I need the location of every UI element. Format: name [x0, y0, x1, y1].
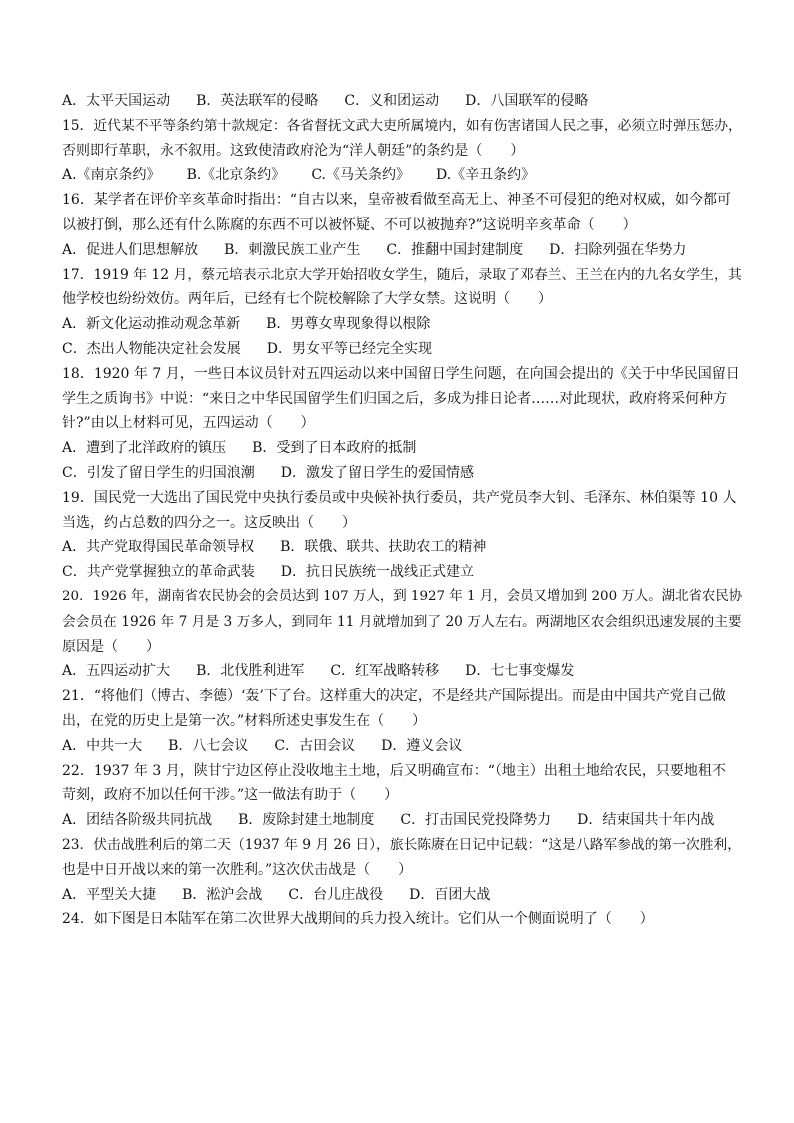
exam-page — [62, 89, 742, 932]
answer-option: D．结束国共十年内战 — [577, 812, 715, 829]
question-text-line: 他学校也纷纷效仿。两年后，已经有七个院校解除了大学女禁。这说明（ ） — [62, 291, 552, 308]
answer-option: D．抗日民族统一战线正式建立 — [280, 564, 474, 581]
question-text-line: 21．“将他们（博古、李德）‘轰’下了台。这样重大的决定，不是经共产国际提出。而是由中国共产党自己做 — [62, 688, 726, 705]
answer-option: D．扫除列强在华势力 — [549, 241, 687, 258]
question-text-line: 也是中日开战以来的第一次胜利。”这次伏击战是（ ） — [62, 861, 413, 878]
answer-options-row — [62, 883, 742, 908]
answer-options-row — [62, 238, 742, 263]
answer-option: D．八国联军的侵略 — [465, 93, 589, 109]
answer-option: C．古田会议 — [274, 737, 356, 754]
question-text-line: 19．国民党一大选出了国民党中央执行委员或中央候补执行委员，共产党员李大钊、毛泽东、林伯渠等 10 人 — [62, 489, 737, 506]
answer-option: D．百团大战 — [409, 886, 491, 903]
question-text-line: 22．1937 年 3 月，陕甘宁边区停止没收地主土地，后又明确宣布：“（地主）出租土地给农民，只要地租不 — [62, 762, 726, 779]
question-text-line: 24．如下图是日本陆军在第二次世界大战期间的兵力投入统计。它们从一个侧面说明了（ ） — [62, 911, 654, 928]
answer-options-row — [62, 163, 742, 188]
question-text-line: 23．伏击战胜利后的第二天（1937 年 9 月 26 日），旅长陈赓在日记中记载：“这是八路军参战的第一次胜利， — [62, 836, 742, 853]
answer-option: A．五四运动扩大 — [62, 663, 171, 680]
answer-option: C．推翻中国封建制度 — [386, 241, 524, 258]
question-text-line: 当选，约占总数的四分之一。这反映出（ ） — [62, 514, 356, 531]
answer-option: B．联俄、联共、扶助农工的精神 — [280, 539, 487, 556]
answer-options-row — [62, 659, 742, 684]
question-text-line: 原因是（ ） — [62, 638, 160, 655]
answer-option: C．台儿庄战役 — [288, 886, 384, 903]
answer-option: C．义和团运动 — [344, 93, 440, 109]
answer-options-row — [62, 734, 742, 759]
answer-option: A．太平天国运动 — [62, 93, 171, 109]
answer-option: A．平型关大捷 — [62, 886, 157, 903]
question-text-line: 苛刻，政府不加以任何干涉。”这一做法有助于（ ） — [62, 787, 399, 804]
answer-options-row — [62, 808, 742, 833]
answer-option: A．团结各阶级共同抗战 — [62, 812, 213, 829]
question-text-line: 16．某学者在评价辛亥革命时指出：“自古以来，皇帝被看做至高无上、神圣不可侵犯的绝对权威，如今都可 — [62, 192, 731, 209]
question-text-line: 20．1926 年，湖南省农民协会的会员达到 107 万人，到 1927 年 1 月，会员又增加到 200 万人。湖北省农民协 — [62, 588, 743, 604]
answer-option: C．杰出人物能决定社会发展 — [62, 340, 241, 357]
answer-option: B．男尊女卑现象得以根除 — [266, 316, 431, 333]
question-text-line: 否则即行革职，永不叙用。这致使清政府沦为“洋人朝廷”的条约是（ ） — [62, 142, 525, 159]
question-text-line: 18．1920 年 7 月，一些日本议员针对五四运动以来中国留日学生问题，在向国会提出的《关于中华民国留日 — [62, 365, 740, 382]
question-text-line: 出，在党的历史上是第一次。”材料所述史事发生在（ ） — [62, 712, 427, 729]
question-text-line: 15．近代某不平等条约第十款规定：各省督抚文武大吏所属境内，如有伤害诸国人民之事，必须立时弹压惩办， — [62, 117, 742, 134]
answer-options-row — [62, 461, 742, 486]
answer-option: B．北伐胜利进军 — [196, 663, 305, 680]
answer-option: A．新文化运动推动观念革新 — [62, 316, 241, 333]
answer-options-row — [62, 560, 742, 585]
question-text-line: 针?”由以上材料可见，五四运动（ ） — [62, 415, 315, 432]
answer-option: C．打击国民党投降势力 — [400, 812, 552, 829]
answer-option: B．废除封建土地制度 — [238, 812, 375, 829]
answer-option: B．八七会议 — [168, 737, 249, 754]
answer-options-row — [62, 535, 742, 560]
answer-option: B．刺激民族工业产生 — [224, 241, 361, 258]
answer-option: D．男女平等已经完全实现 — [266, 340, 432, 357]
answer-option: A．遭到了北洋政府的镇压 — [62, 440, 227, 457]
answer-option: A.《南京条约》 — [62, 167, 161, 184]
question-text-line: 以被打倒，那么还有什么陈腐的东西不可以被怀疑、不可以被抛弃?”这说明辛亥革命（ ） — [62, 216, 637, 233]
answer-options-row — [62, 89, 742, 114]
answer-option: C．共产党掌握独立的革命武装 — [62, 564, 255, 581]
answer-option: A．中共一大 — [62, 737, 143, 754]
answer-option: B．受到了日本政府的抵制 — [252, 440, 417, 457]
answer-option: A．共产党取得国民革命领导权 — [62, 539, 255, 556]
answer-option: D．遵义会议 — [381, 737, 463, 754]
answer-option: A．促进人们思想解放 — [62, 241, 199, 258]
answer-option: C．红军战略转移 — [330, 663, 440, 680]
answer-option: C.《马关条约》 — [311, 167, 410, 184]
answer-options-row — [62, 436, 742, 461]
question-text-line: 学生之质询书》中说：“来日之中华民国留学生们归国之后，多成为排日论者……对此现状，政府将采何种方 — [62, 390, 728, 407]
answer-option: C．引发了留日学生的归国浪潮 — [62, 464, 255, 481]
answer-option: B.《北京条约》 — [186, 167, 286, 184]
question-text-line: 17．1919 年 12 月，蔡元培表示北京大学开始招收女学生，随后，录取了邓春兰、王兰在内的九名女学生，其 — [62, 266, 742, 283]
answer-option: B．淞沪会战 — [182, 886, 263, 903]
question-text-line: 会会员在 1926 年 7 月是 3 万多人，到同年 11 月就增加到了 20 万人左右。两湖地区农会组织迅速发展的主要 — [62, 613, 742, 630]
answer-option: D．七七事变爆发 — [465, 663, 575, 680]
answer-options-row — [62, 312, 742, 337]
answer-options-row — [62, 337, 742, 362]
answer-option: D．激发了留日学生的爱国情感 — [280, 464, 474, 481]
answer-option: D.《辛丑条约》 — [435, 167, 536, 184]
answer-option: B．英法联军的侵略 — [196, 93, 319, 109]
